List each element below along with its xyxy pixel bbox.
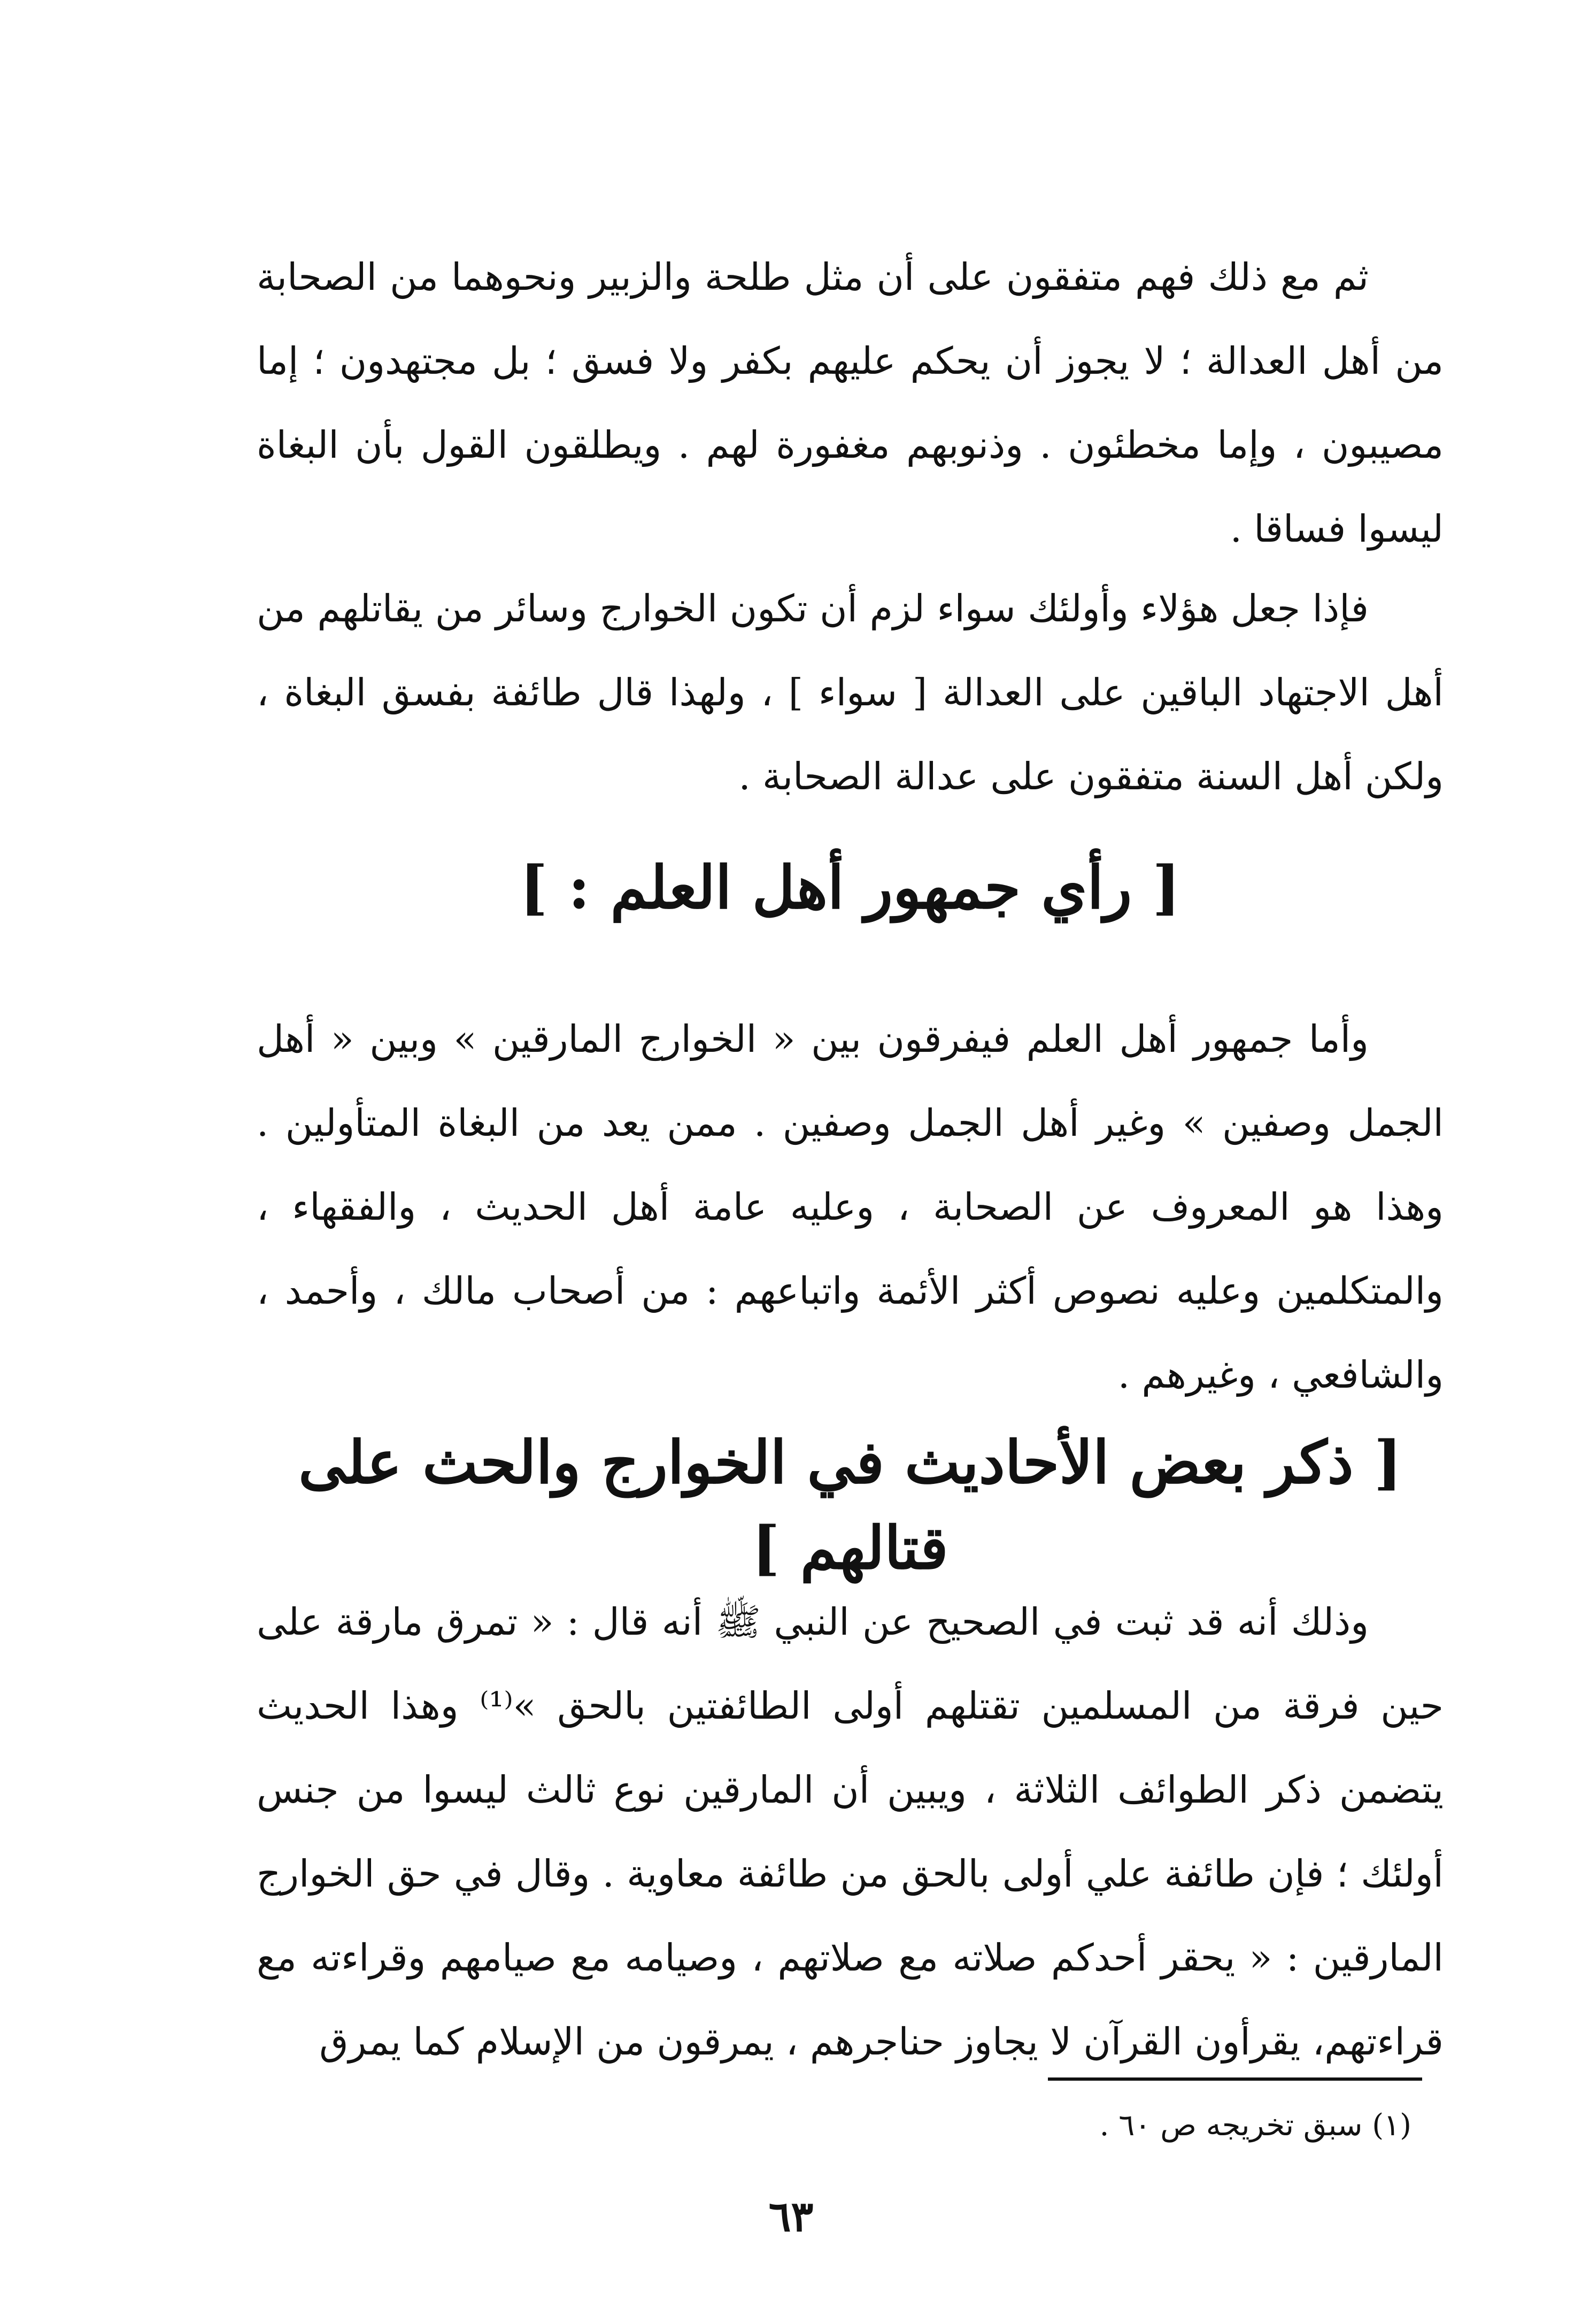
- paragraph-hadith-report: [257, 1580, 1444, 2084]
- paragraph-text: وذلك أنه قد ثبت في الصحيح عن النبي ﷺ أنه قال : « تمرق مارقة على حين فرقة من المسلمين تقتلهم أولى الطائفتين بالحق »⁽¹⁾ وهذا الحديث يتضمن ذكر الطوائف الثلاثة ، ويبين أن المارقين نوع ثالث ليسوا من جنس أولئك ؛ فإن طائفة علي أولى بالحق من طائفة معاوية . وقال في حق الخوارج المارقين : « يحقر أحدكم صلاته مع صلاتهم ، وصيامه مع صيامهم وقراءته مع قراءتهم، يقرأون القرآن لا يجاوز حناجرهم ، يمرقون من الإسلام كما يمرق: [257, 1600, 1444, 2064]
- section-heading-hadiths-khawarij: [ ذكر بعض الأحاديث في الخوارج والحث على قتالهم ]: [298, 1428, 1402, 1582]
- footnote-divider: [1048, 2077, 1422, 2081]
- paragraph-text: ثم مع ذلك فهم متفقون على أن مثل طلحة والزبير ونحوهما من الصحابة من أهل العدالة ؛ لا يجوز أن يحكم عليهم بكفر ولا فسق ؛ بل مجتهدون ؛ إما مصيبون ، وإما مخطئون . وذنوبهم مغفورة لهم . ويطلقون القول بأن البغاة ليسوا فساقا .: [257, 255, 1444, 551]
- paragraph-majority-distinction: [257, 997, 1444, 1417]
- page-number: ٦٣: [768, 2192, 814, 2241]
- footnote: (١) سبق تخريجه ص ٦٠ .: [1099, 2108, 1411, 2143]
- paragraph-companions-justice: [257, 235, 1444, 571]
- paragraph-khawarij-equivalence: [257, 567, 1444, 819]
- section-heading-majority-opinion: [ رأي جمهور أهل العلم : ]: [520, 853, 1180, 922]
- paragraph-text: وأما جمهور أهل العلم فيفرقون بين « الخوارج المارقين » وبين « أهل الجمل وصفين » وغير أهل الجمل وصفين . ممن يعد من البغاة المتأولين . وهذا هو المعروف عن الصحابة ، وعليه عامة أهل الحديث ، والفقهاء ، والمتكلمين وعليه نصوص أكثر الأئمة واتباعهم : من أصحاب مالك ، وأحمد ، والشافعي ، وغيرهم .: [257, 1017, 1444, 1397]
- paragraph-text: فإذا جعل هؤلاء وأولئك سواء لزم أن تكون الخوارج وسائر من يقاتلهم من أهل الاجتهاد الباقين على العدالة [ سواء ] ، ولهذا قال طائفة بفسق البغاة ، ولكن أهل السنة متفقون على عدالة الصحابة .: [257, 587, 1444, 798]
